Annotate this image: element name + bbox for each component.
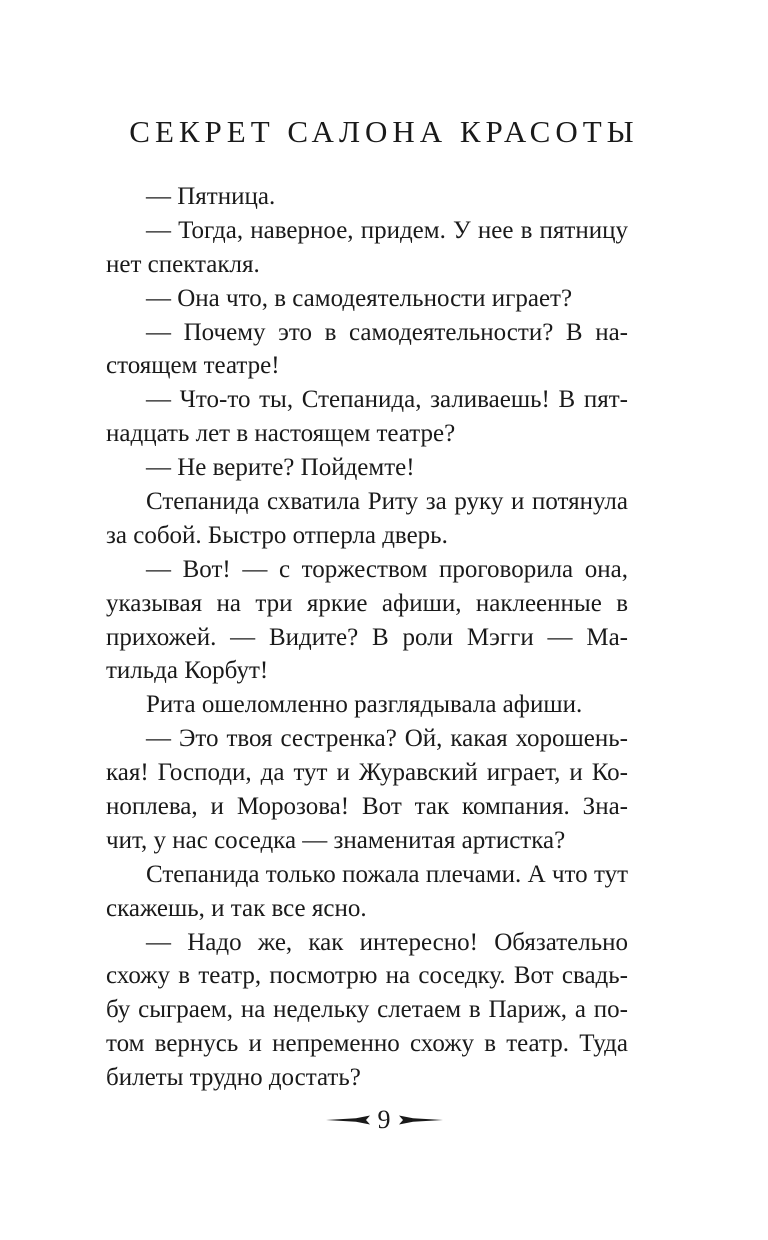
text-line: ноплева, и Морозова! Вот так компания. Зна- (106, 793, 628, 821)
text-line: скажешь, и так все ясно. (106, 894, 367, 922)
text-line: — Не верите? Пойдемте! (146, 454, 415, 482)
text-line: Рита ошеломленно разглядывала афиши. (146, 691, 583, 719)
text-line: — Она что, в самодеятельности играет? (146, 284, 573, 312)
text-line: билеты трудно достать? (106, 1064, 361, 1092)
body-text (106, 180, 628, 1095)
text-line: бу сыграем, на недельку слетаем в Париж, а по- (106, 996, 628, 1024)
left-arrow-ornament-icon (326, 1115, 370, 1125)
text-line: схожу в театр, посмотрю на соседку. Вот свадь- (106, 962, 628, 990)
page-footer (0, 1100, 768, 1140)
text-line: нет спектакля. (106, 250, 260, 278)
text-line: стоящем театре! (106, 352, 280, 380)
text-line: прихожей. — Видите? В роли Мэгги — Ма- (106, 623, 628, 651)
text-line: — Тогда, наверное, придем. У нее в пятницу (146, 216, 628, 244)
text-line: Степанида схватила Риту за руку и потянула (146, 488, 628, 516)
running-title: СЕКРЕТ САЛОНА КРАСОТЫ (129, 114, 639, 149)
text-line: — Это твоя сестренка? Ой, какая хорошень- (146, 725, 628, 753)
text-line: — Почему это в самодеятельности? В на- (146, 318, 628, 346)
text-line: надцать лет в настоящем театре? (106, 420, 456, 448)
right-arrow-ornament-icon (399, 1115, 443, 1125)
text-line: указывая на три яркие афиши, наклеенные в (106, 589, 628, 617)
text-line: — Надо же, как интересно! Обязательно (146, 928, 628, 956)
text-line: чит, у нас соседка — знаменитая артистка? (106, 826, 566, 854)
text-line: за собой. Быстро отперла дверь. (106, 521, 448, 549)
text-line: — Вот! — с торжеством проговорила она, (146, 555, 628, 583)
text-line: тильда Корбут! (106, 657, 269, 685)
text-line: — Пятница. (146, 183, 276, 210)
text-line: Степанида только пожала плечами. А что тут (146, 860, 628, 888)
page-number: 9 (377, 1105, 391, 1134)
text-line: том вернусь и непременно схожу в театр. Туда (106, 1030, 628, 1058)
text-line: — Что-то ты, Степанида, заливаешь! В пят- (146, 386, 628, 414)
text-line: кая! Господи, да тут и Журавский играет, и Ко- (106, 759, 628, 787)
